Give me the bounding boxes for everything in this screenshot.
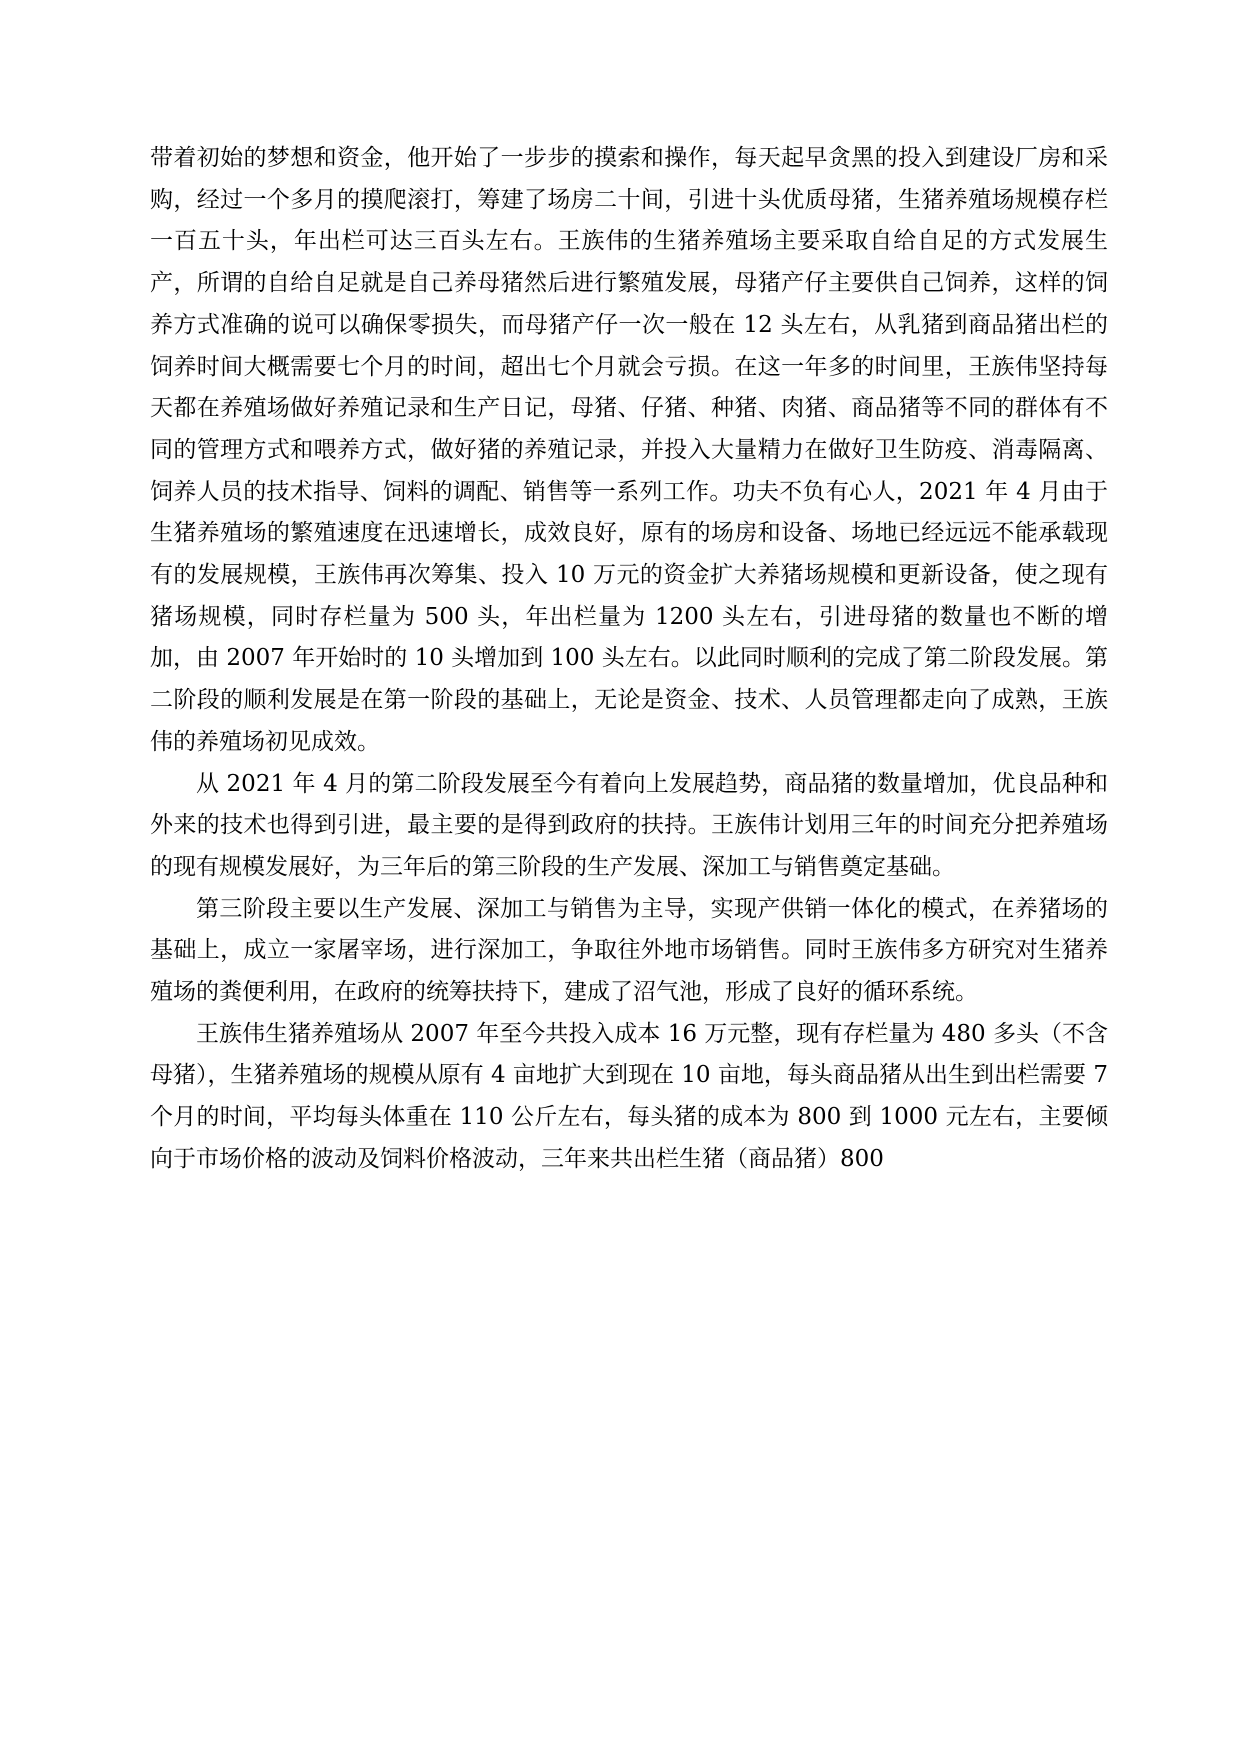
- paragraph-3: 第三阶段主要以生产发展、深加工与销售为主导，实现产供销一体化的模式，在养猪场的基础上，成立一家屠宰场，进行深加工，争取往外地市场销售。同时王族伟多方研究对生猪养殖场的粪便利用，在政府的统筹扶持下，建成了沼气池，形成了良好的循环系统。: [150, 895, 1108, 1006]
- paragraph-4: 王族伟生猪养殖场从 2007 年至今共投入成本 16 万元整，现有存栏量为 480 多头（不含母猪），生猪养殖场的规模从原有 4 亩地扩大到现在 10 亩地，每头商品猪从出生到出栏需要 7 个月的时间，平均每头体重在 110 公斤左右，每头猪的成本为 800 到 1000 元左右，主要倾向于市场价格的波动及饲料价格波动，三年来共出栏生猪（商品猪）800: [150, 1020, 1108, 1172]
- document-body: [150, 138, 1108, 1181]
- paragraph-2: 从 2021 年 4 月的第二阶段发展至今有着向上发展趋势，商品猪的数量增加，优良品种和外来的技术也得到引进，最主要的是得到政府的扶持。王族伟计划用三年的时间充分把养殖场的现有规模发展好，为三年后的第三阶段的生产发展、深加工与销售奠定基础。: [150, 770, 1108, 880]
- paragraph-1: 带着初始的梦想和资金，他开始了一步步的摸索和操作，每天起早贪黑的投入到建设厂房和采购，经过一个多月的摸爬滚打，筹建了场房二十间，引进十头优质母猪，生猪养殖场规模存栏一百五十头，年出栏可达三百头左右。王族伟的生猪养殖场主要采取自给自足的方式发展生产，所谓的自给自足就是自己养母猪然后进行繁殖发展，母猪产仔主要供自己饲养，这样的饲养方式准确的说可以确保零损失，而母猪产仔一次一般在 12 头左右，从乳猪到商品猪出栏的饲养时间大概需要七个月的时间，超出七个月就会亏损。在这一年多的时间里，王族伟坚持每天都在养殖场做好养殖记录和生产日记，母猪、仔猪、种猪、肉猪、商品猪等不同的群体有不同的管理方式和喂养方式，做好猪的养殖记录，并投入大量精力在做好卫生防疫、消毒隔离、饲养人员的技术指导、饲料的调配、销售等一系列工作。功夫不负有心人，2021 年 4 月由于生猪养殖场的繁殖速度在迅速增长，成效良好，原有的场房和设备、场地已经远远不能承载现有的发展规模，王族伟再次筹集、投入 10 万元的资金扩大养猪场规模和更新设备，使之现有猪场规模，同时存栏量为 500 头，年出栏量为 1200 头左右，引进母猪的数量也不断的增加，由 2007 年开始时的 10 头增加到 100 头左右。以此同时顺利的完成了第二阶段发展。第二阶段的顺利发展是在第一阶段的基础上，无论是资金、技术、人员管理都走向了成熟，王族伟的养殖场初见成效。: [150, 145, 1108, 755]
